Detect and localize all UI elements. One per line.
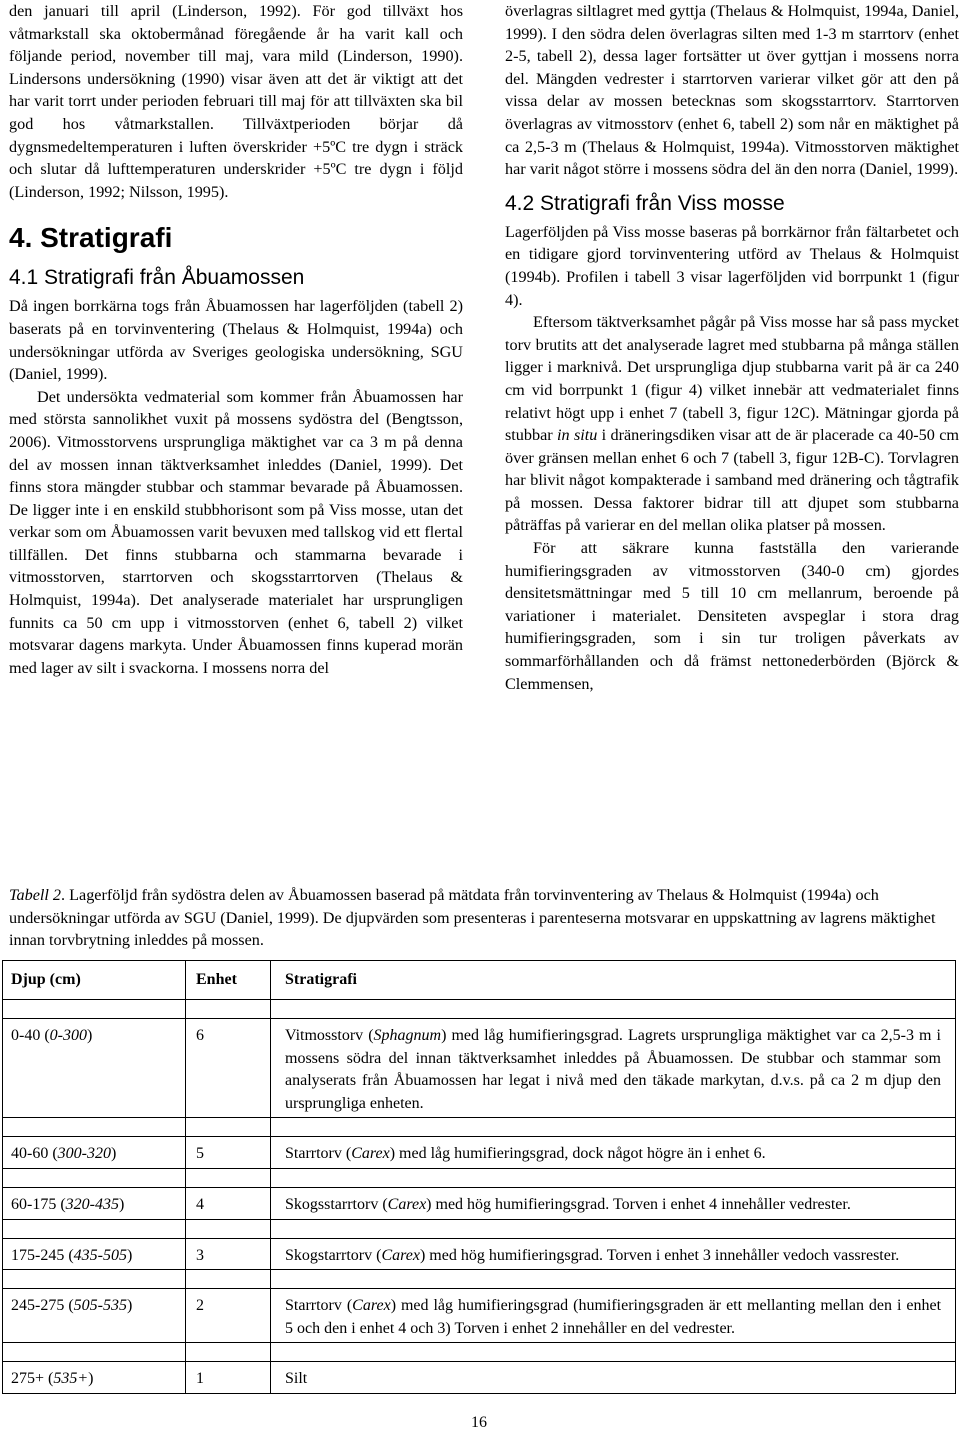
header-depth: Djup (cm): [3, 961, 186, 1000]
stratigraphy-cell: Skogsstarrtorv (Carex) med hög humifieringsgrad. Torven i enhet 4 innehåller vedrester.: [271, 1187, 956, 1219]
depth-cell: 275+ (535+): [3, 1362, 186, 1394]
depth-cell: 245-275 (505-535): [3, 1289, 186, 1343]
paragraph: Eftersom täktverksamhet pågår på Viss mosse har så pass mycket torv brutits att det analyserade lagret med stubbarna på många ställen ligger i marknivå. Det ursprungliga djup stubbarna varit på är ca 240 cm vid borrpunkt 1 (figur 4) vilket innebär att vedmaterialet finns relativt högt upp i enhet 7 (tabell 3, figur 12C). Mätningar gjorda på stubbar in situ i dräneringsdiken visar att de är placerade ca 40-50 cm över gränsen mellan enhet 6 och 7 (tabell 3, figur 12B-C). Torvlagren har blivit något kompakterade i samband med dränering och tågtrafik på mossen. Dessa faktorer bidrar till att djupet som stubbarna påträffas på varierar en del mellan olika platser på mossen.: [505, 313, 959, 535]
italic-term: in situ: [557, 426, 598, 445]
table-row: [3, 1238, 956, 1270]
stratigraphy-cell: Vitmosstorv (Sphagnum) med låg humifieringsgrad. Lagrets ursprungliga mäktighet var ca 2,5-3 m i mossens södra del innan täktverksamhet inleddes på Åbuamossen. De stubbar och stammar som analyserats från Åbuamossen har legat i nivå med den täkade markytan, d.v.s. på ca 2 m djup den ursprungliga enheten.: [271, 1019, 956, 1118]
paragraph: Lagerföljden på Viss mosse baseras på borrkärnor från fältarbetet och en tidigare gjord torvinventering utförd av Thelaus & Holmquist (1994b). Profilen i tabell 3 visar lagerföljden vid borrpunkt 1 (figur 4).: [505, 222, 959, 309]
caption-label: Tabell 2: [9, 886, 62, 904]
right-column: [505, 0, 959, 695]
section-heading: 4.2 Stratigrafi från Viss mosse: [505, 191, 785, 215]
header-unit: Enhet: [186, 961, 271, 1000]
left-column: [9, 0, 463, 679]
unit-cell: 3: [186, 1238, 271, 1270]
stratigraphy-cell: Starrtorv (Carex) med låg humifieringsgrad (humifieringsgraden är ett mellanting mellan den i enhet 5 och den i enhet 4 och 3) Torven i enhet 2 innehåller en del vedrester.: [271, 1289, 956, 1343]
paragraph: den januari till april (Linderson, 1992). För god tillväxt hos våtmarkstall ska oktobermånad föregående år ha varit kall och följande period, november till maj, vara mild (Linderson, 1990). Lindersons undersökning (1990) visar även att det är viktigt att det har varit torrt under perioden februari till maj för att tillväxten ska bil god hos våtmarkstallen. Tillväxtperioden börjar då dygnsmedeltemperaturen i luften överskrider +5ºC tre dygn i sträck och slutar då lufttemperaturen underskrider +5ºC tre dygn i följd (Linderson, 1992; Nilsson, 1995).: [9, 2, 463, 201]
table-caption: Tabell 2. Lagerföljd från sydöstra delen av Åbuamossen baserad på mätdata från torvinventering av Thelaus & Holmquist (1994a) och undersökningar utförda av SGU (Daniel, 1999). De djupvärden som presenteras i parenteserna motsvarar en uppskattning av lagrens mäktighet innan torvbrytning inleddes på mossen.: [9, 886, 936, 950]
stratigraphy-cell: Silt: [271, 1362, 956, 1394]
unit-cell: 1: [186, 1362, 271, 1394]
paragraph: överlagras siltlagret med gyttja (Thelaus & Holmquist, 1994a, Daniel, 1999). I den södra delen överlagras silten med 1-3 m starrtorv (enhet 2-5, tabell 2), dessa lager fortsätter ut över gyttjan i mossens norra del. Mängden vedrester i starrtorven varierar vilket gör att den på vissa delar av mossen betecknas som skogsstarrtorv. Starrtorven överlagras av vitmosstorv (enhet 6, tabell 2) som når en mäktighet på ca 2,5-3 m (Thelaus & Holmquist, 1994a). Vitmosstorven mäktighet har varit något större i mossens södra del än den norra (Daniel, 1999).: [505, 2, 959, 179]
table-row: [3, 1362, 956, 1394]
depth-cell: 175-245 (435-505): [3, 1238, 186, 1270]
depth-cell: 0-40 (0-300): [3, 1019, 186, 1118]
table-row: [3, 1187, 956, 1219]
header-stratigraphy: Stratigrafi: [271, 961, 956, 1000]
depth-cell: 40-60 (300-320): [3, 1137, 186, 1169]
table-row: [3, 1137, 956, 1169]
stratigraphy-table: [2, 960, 956, 1394]
chapter-heading: 4. Stratigrafi: [9, 222, 173, 254]
page-number: 16: [471, 1414, 487, 1431]
paragraph: Det undersökta vedmaterial som kommer från Åbuamossen har med största sannolikhet vuxit på mossens sydöstra del (Bengtsson, 2006). Vitmosstorvens ursprungliga mäktighet var ca 3 m på denna del av mossen innan täktverksamhet inleddes (Daniel, 1999). Det finns stora mängder stubbar och stammar bevarade på Åbuamossen. De ligger inte i en enskild stubbhorisont som på Viss mosse, utan det verkar som om Åbuamossen varit bevuxen med tallskog vid ett flertal tillfällen. Det finns stubbarna och stammarna bevarade i vitmosstorven, starrtorven och skogsstarrtorven (Thelaus & Holmquist, 1994a). Det analyserade materialet har ursprungligen funnits ca 50 cm upp i vitmosstorven (enhet 6, tabell 2) vilket motsvarar dagens markyta. Under Åbuamossen finns kuperad morän med lager av silt i svackorna. I mossens norra del: [9, 387, 463, 677]
paragraph: Då ingen borrkärna togs från Åbuamossen har lagerföljden (tabell 2) baserats på en torvinventering (Thelaus & Holmquist, 1994a) och undersökningar utförda av Sveriges geologiska undersökning, SGU (Daniel, 1999).: [9, 297, 463, 384]
table-row: [3, 1289, 956, 1343]
stratigraphy-cell: Skogstarrtorv (Carex) med hög humifieringsgrad. Torven i enhet 3 innehåller vedoch vassrester.: [271, 1238, 956, 1270]
table-row: [3, 1019, 956, 1118]
unit-cell: 2: [186, 1289, 271, 1343]
paragraph: För att säkrare kunna fastställa den varierande humifieringsgraden av vitmosstorven (340-0 cm) gjordes densitetsmättningar med 5 till 10 cm mellanrum, beroende på variationer i materialet. Densiteten avspeglar i stora drag humifieringsgraden, som i sin tur troligen påverkats av sommarförhållanden och då främst nettonederbörden (Björck & Clemmensen,: [505, 539, 959, 693]
unit-cell: 5: [186, 1137, 271, 1169]
unit-cell: 4: [186, 1187, 271, 1219]
stratigraphy-cell: Starrtorv (Carex) med låg humifieringsgrad, dock något högre än i enhet 6.: [271, 1137, 956, 1169]
table-header-row: [3, 961, 956, 1000]
unit-cell: 6: [186, 1019, 271, 1118]
section-heading: 4.1 Stratigrafi från Åbuamossen: [9, 266, 305, 290]
depth-cell: 60-175 (320-435): [3, 1187, 186, 1219]
